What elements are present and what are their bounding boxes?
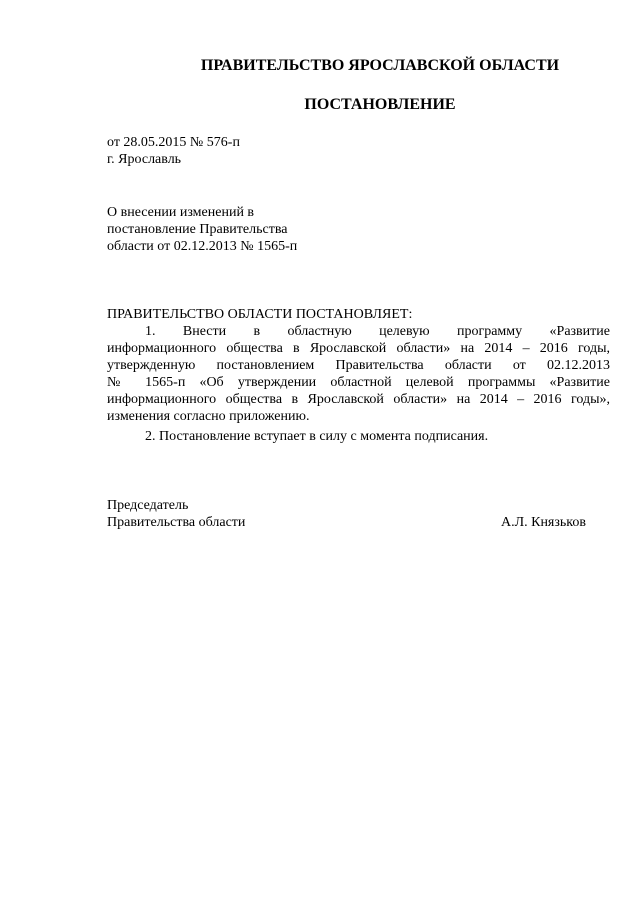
subject-line-3: области от 02.12.2013 № 1565-п xyxy=(107,239,298,254)
item-1-line: утвержденную постановлением Правительства области от 02.12.2013 xyxy=(107,358,610,373)
signature-title-1: Председатель xyxy=(107,498,189,513)
signature-name: А.Л. Князьков xyxy=(501,515,586,530)
item-1-line: № 1565-п «Об утверждении областной целевой программы «Развитие xyxy=(107,375,610,390)
signature-title-2: Правительства области xyxy=(107,515,246,530)
item-1-line: информационного общества в Ярославской области» на 2014 – 2016 годы», xyxy=(107,392,610,407)
subject-line-2: постановление Правительства xyxy=(107,222,288,237)
item-1 xyxy=(107,323,610,425)
item-2 xyxy=(107,428,610,445)
item-1-line: информационного общества в Ярославской области» на 2014 – 2016 годы, xyxy=(107,341,610,356)
resolves-heading: ПРАВИТЕЛЬСТВО ОБЛАСТИ ПОСТАНОВЛЯЕТ: xyxy=(107,307,413,322)
document-type: ПОСТАНОВЛЕНИЕ xyxy=(304,96,456,113)
government-title: ПРАВИТЕЛЬСТВО ЯРОСЛАВСКОЙ ОБЛАСТИ xyxy=(200,57,560,74)
item-1-line: 1. Внести в областную целевую программу «Развитие xyxy=(145,324,610,339)
subject-line-1: О внесении изменений в xyxy=(107,205,255,220)
date-number: от 28.05.2015 № 576-п xyxy=(107,135,240,150)
item-2-text: 2. Постановление вступает в силу с момента подписания. xyxy=(145,429,489,444)
item-1-line: изменения согласно приложению. xyxy=(107,409,310,424)
city: г. Ярославль xyxy=(107,152,182,167)
